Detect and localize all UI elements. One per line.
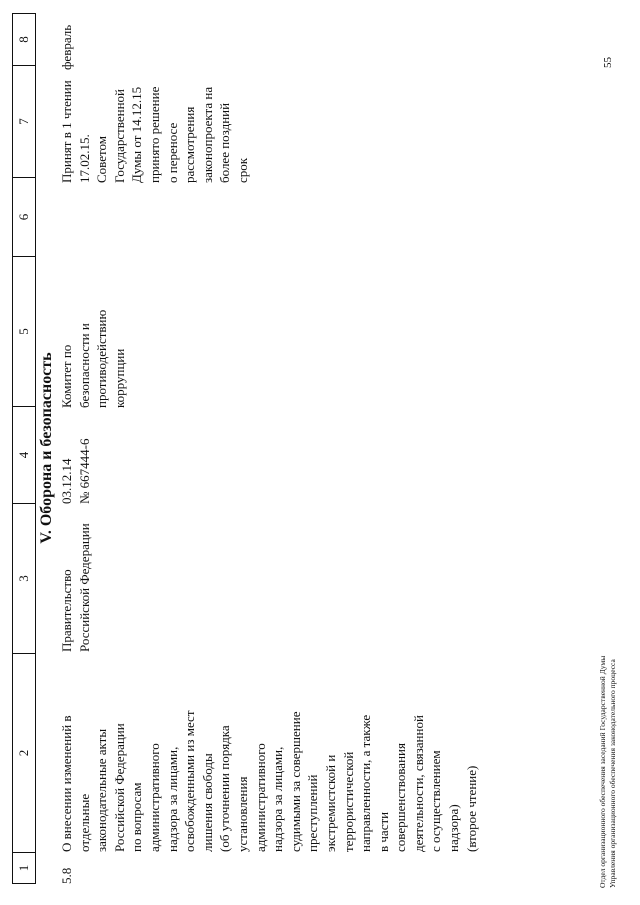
column-number-8: 8	[13, 14, 36, 66]
footer	[598, 656, 617, 888]
date-number-cell: 03.12.14 № 667444-6	[59, 438, 92, 504]
column-number-2: 2	[13, 654, 36, 853]
column-number-4: 4	[13, 407, 36, 504]
footer-line-2: Управления организационного обеспечения законодательного процесса	[607, 659, 617, 888]
rotated-page	[12, 8, 622, 888]
column-number-6: 6	[13, 178, 36, 257]
column-number-5: 5	[13, 257, 36, 407]
footer-line-1: Отдел организационного обеспечения заседаний Государственной Думы	[598, 655, 607, 888]
initiator-cell: Правительство Российской Федерации	[59, 523, 92, 652]
term-cell: февраль	[59, 24, 74, 70]
bill-name-cell: О внесении изменений в отдельные законодательные акты Российской Федерации по вопросам административного надзора за лицами, освобожденными из мест лишения свободы (об уточнении порядка установления административного надзора за лицами, судимыми за совершение преступлений экстремистской и террористической направленности, а также в части совершенствования деятельности, связанной с осуществлением надзора) (второе чтение)	[59, 710, 479, 852]
row-number-cell: 5.8	[59, 867, 74, 884]
page-number: 55	[602, 57, 614, 68]
section-title: V. Оборона и безопасность	[38, 352, 55, 544]
column-number-header	[12, 13, 36, 884]
column-number-3: 3	[13, 504, 36, 654]
column-number-1: 1	[13, 853, 36, 884]
committee-cell: Комитет по безопасности и противодействию коррупции	[59, 309, 127, 408]
status-cell: Принят в 1 чтении 17.02.15. Советом Государственной Думы от 14.12.15 принято решение о переносе рассмотрения законопроекта на более поздний срок	[59, 80, 250, 183]
table-row	[58, 8, 479, 888]
column-number-7: 7	[13, 66, 36, 178]
